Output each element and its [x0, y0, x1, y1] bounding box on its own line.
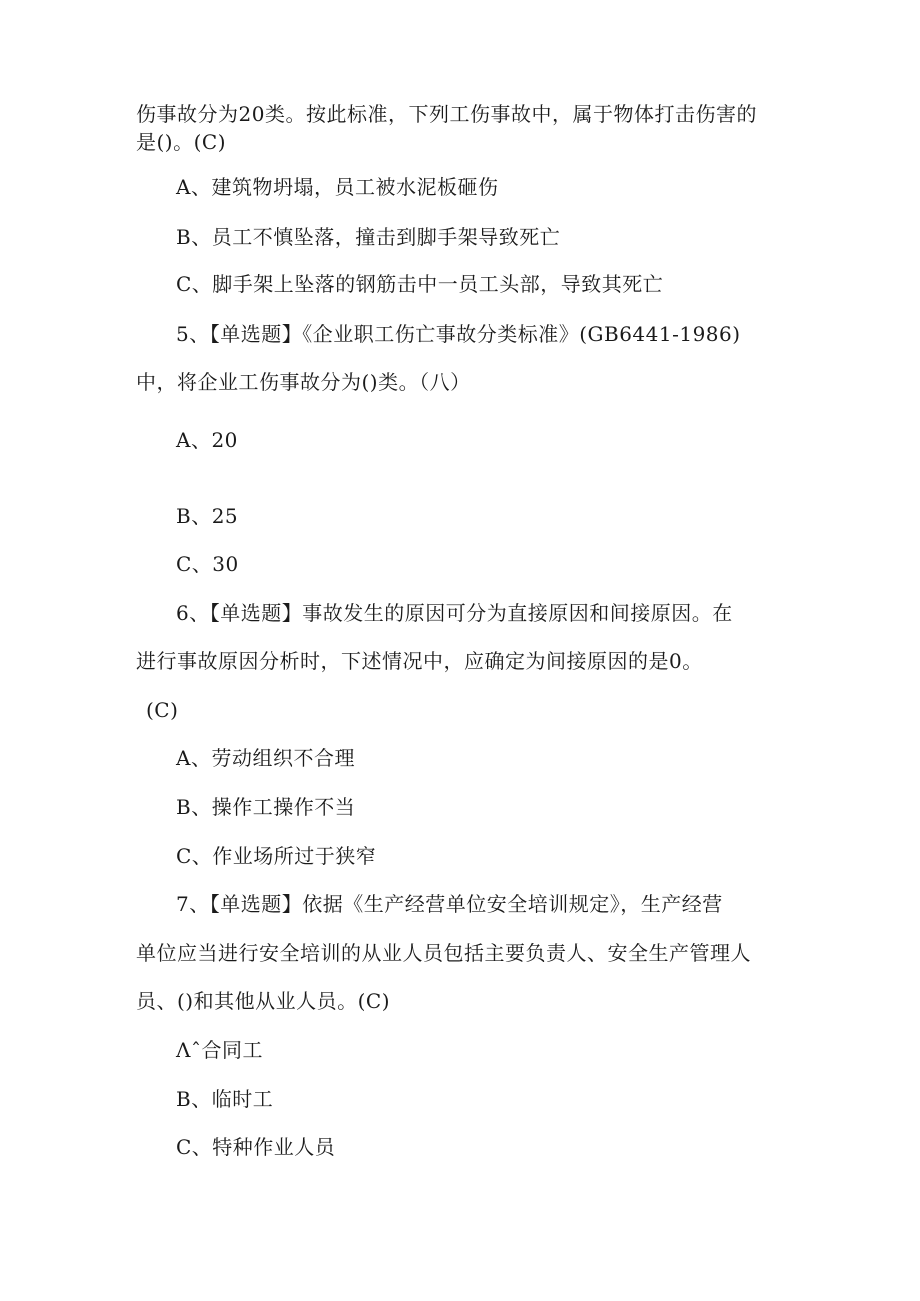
q6-stem-line-3: (C): [146, 698, 179, 722]
q4-stem-line-2: 是()。(C): [136, 130, 227, 154]
q4-stem-line-1: 伤事故分为20类。按此标准，下列工伤事故中，属于物体打击伤害的: [136, 102, 757, 126]
q7-stem-line-2: 单位应当进行安全培训的从业人员包括主要负责人、安全生产管理人: [136, 941, 751, 965]
q4-option-c: C、脚手架上坠落的钢筋击中一员工头部，导致其死亡: [176, 272, 664, 296]
q6-stem-line-1: 6、【单选题】事故发生的原因可分为直接原因和间接原因。在: [176, 601, 733, 625]
q7-stem-line-3: 员、()和其他从业人员。(C): [136, 989, 391, 1013]
q7-stem-line-1: 7、【单选题】依据《生产经营单位安全培训规定》，生产经营: [176, 892, 723, 916]
q4-option-a: A、建筑物坍塌，员工被水泥板砸伤: [176, 175, 499, 199]
q7-option-b: B、临时工: [176, 1087, 274, 1111]
q6-option-c: C、作业场所过于狭窄: [176, 844, 377, 868]
q5-option-c: C、30: [176, 552, 239, 576]
q5-stem-line-1: 5、【单选题】《企业职工伤亡事故分类标准》(GB6441-1986): [176, 322, 741, 346]
q4-option-b: B、员工不慎坠落，撞击到脚手架导致死亡: [176, 225, 561, 249]
q6-stem-line-2: 进行事故原因分析时，下述情况中，应确定为间接原因的是0。: [136, 649, 703, 673]
q7-option-a: Λˆ合同工: [176, 1038, 263, 1062]
q6-option-a: A、劳动组织不合理: [176, 746, 355, 770]
q5-option-b: B、25: [176, 504, 239, 528]
q7-option-c: C、特种作业人员: [176, 1135, 336, 1159]
q5-option-a: A、20: [176, 428, 238, 452]
q5-stem-line-2: 中，将企业工伤事故分为()类。（八）: [136, 370, 471, 394]
q6-option-b: B、操作工操作不当: [176, 795, 356, 819]
